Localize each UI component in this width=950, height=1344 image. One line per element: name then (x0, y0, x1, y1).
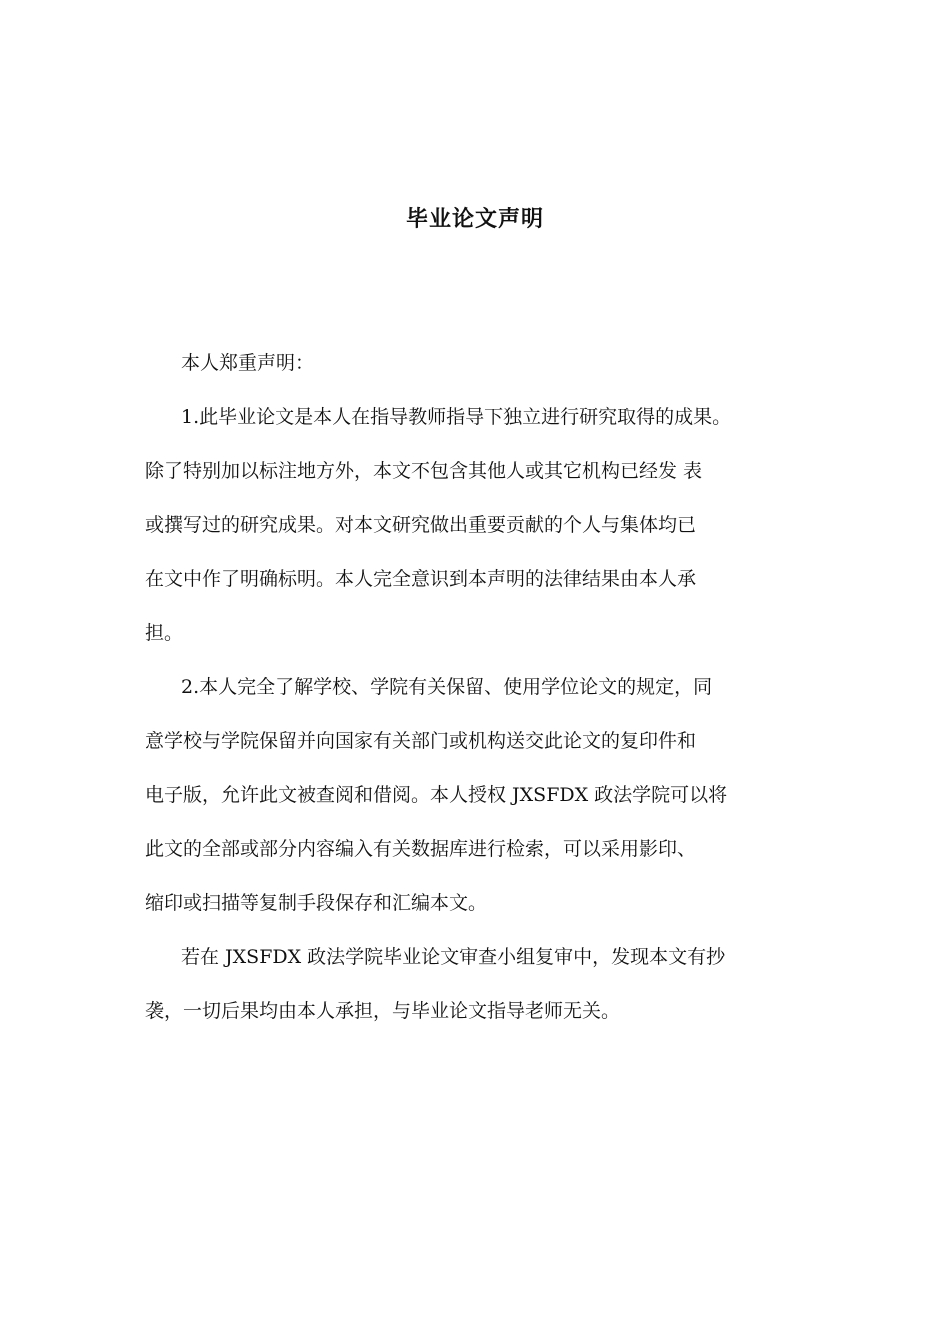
clause-1-line-2: 除了特别加以标注地方外，本文不包含其他人或其它机构已经发 表 (145, 460, 703, 482)
declaration-opening: 本人郑重声明： (181, 352, 315, 374)
declaration-body (145, 336, 810, 1038)
clause-2-line-1: 2.本人完全了解学校、学院有关保留、使用学位论文的规定，同 (181, 676, 713, 698)
clause-3-line-1: 若在 JXSFDX 政法学院毕业论文审查小组复审中，发现本文有抄 (181, 946, 726, 968)
clause-1-line-4: 在文中作了明确标明。本人完全意识到本声明的法律结果由本人承 (145, 568, 697, 590)
clause-2-line-4: 此文的全部或部分内容编入有关数据库进行检索，可以采用影印、 (145, 838, 697, 860)
clause-2-line-5: 缩印或扫描等复制手段保存和汇编本文。 (145, 892, 488, 914)
clause-2-line-3: 电子版，允许此文被查阅和借阅。本人授权 JXSFDX 政法学院可以将 (145, 784, 728, 806)
clause-1-line-5: 担。 (145, 622, 184, 644)
clause-3-line-2: 袭，一切后果均由本人承担，与毕业论文指导老师无关。 (145, 1000, 621, 1022)
clause-1-line-1: 1.此毕业论文是本人在指导教师指导下独立进行研究取得的成果。 (181, 406, 732, 428)
clause-2-line-2: 意学校与学院保留并向国家有关部门或机构送交此论文的复印件和 (145, 730, 697, 752)
clause-1-line-3: 或撰写过的研究成果。对本文研究做出重要贡献的个人与集体均已 (145, 514, 697, 536)
document-title: 毕业论文声明 (405, 207, 544, 232)
